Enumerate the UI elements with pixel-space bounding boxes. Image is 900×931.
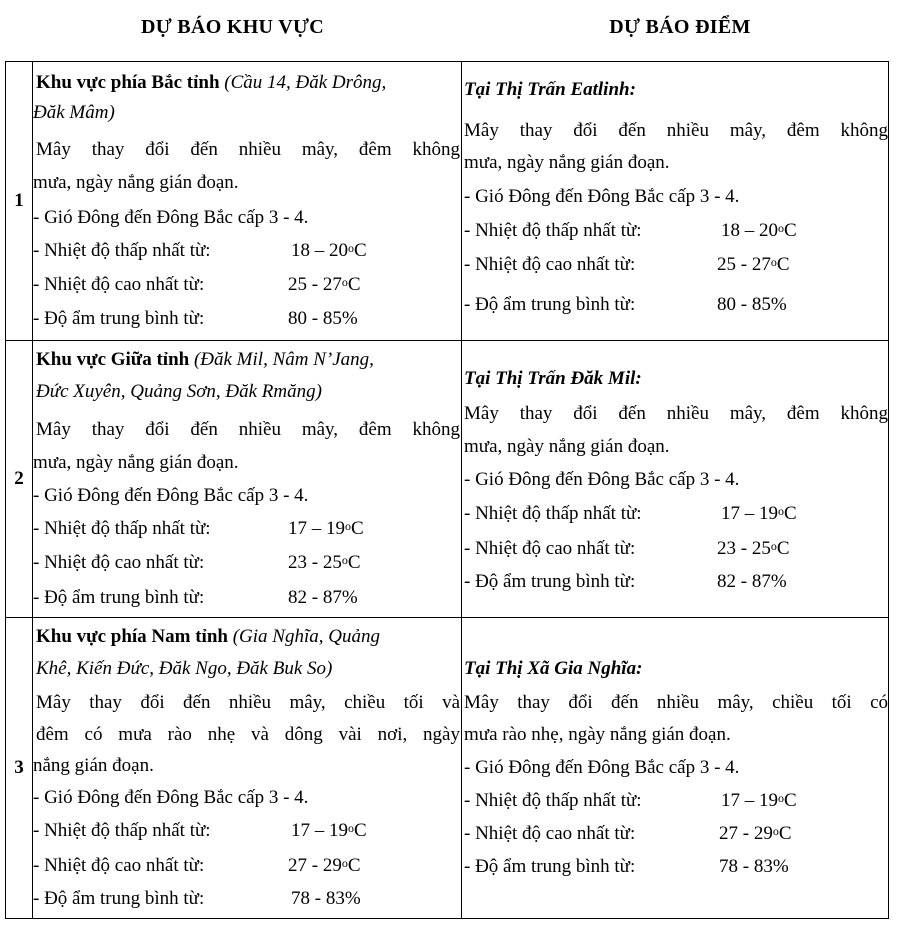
- point-wind: - Gió Đông đến Đông Bắc cấp 3 - 4.: [464, 757, 740, 778]
- region-tmin: - Nhiệt độ thấp nhất từ: 18 – 20$^o$C: [33, 240, 367, 261]
- point-tmin: - Nhiệt độ thấp nhất từ: 17 – 19$^o$C: [464, 790, 797, 811]
- point-desc-line2: mưa rào nhẹ, ngày nắng gián đoạn.: [464, 724, 731, 745]
- point-humidity: - Độ ẩm trung bình từ: 80 - 85%: [464, 294, 787, 315]
- point-title: Tại Thị Trấn Eatlinh:: [464, 79, 636, 100]
- region-humidity: - Độ ẩm trung bình từ: 80 - 85%: [33, 308, 358, 329]
- region-tmin: - Nhiệt độ thấp nhất từ: 17 – 19$^o$C: [33, 518, 364, 539]
- region-desc-line1: Mây thay đổi đến nhiều mây, chiều tối và: [36, 692, 460, 713]
- forecast-row-3: [5, 618, 889, 919]
- region-title: Khu vực Giữa tỉnh (Đăk Mil, Nâm N’Jang,: [36, 349, 374, 370]
- region-tmax: - Nhiệt độ cao nhất từ: 27 - 29$^o$C: [33, 855, 361, 876]
- region-wind: - Gió Đông đến Đông Bắc cấp 3 - 4.: [33, 485, 309, 506]
- point-desc-line2: mưa, ngày nắng gián đoạn.: [464, 152, 670, 173]
- region-forecast-cell: [33, 341, 462, 617]
- point-title: Tại Thị Xã Gia Nghĩa:: [464, 658, 643, 679]
- point-wind: - Gió Đông đến Đông Bắc cấp 3 - 4.: [464, 186, 740, 207]
- row-number: 3: [6, 618, 33, 918]
- region-desc-line2: mưa, ngày nắng gián đoạn.: [33, 452, 239, 473]
- row-number: 1: [6, 62, 33, 340]
- region-title-cont: Đức Xuyên, Quảng Sơn, Đăk Rmăng): [36, 381, 322, 402]
- header-region-forecast: DỰ BÁO KHU VỰC: [141, 16, 324, 38]
- region-desc-line2: mưa, ngày nắng gián đoạn.: [33, 172, 239, 193]
- region-humidity: - Độ ẩm trung bình từ: 78 - 83%: [33, 888, 361, 909]
- region-desc-line1: Mây thay đổi đến nhiều mây, đêm không: [36, 139, 460, 160]
- region-forecast-cell: [33, 62, 462, 340]
- point-tmax: - Nhiệt độ cao nhất từ: 27 - 29$^o$C: [464, 823, 792, 844]
- region-title: Khu vực phía Bắc tỉnh (Cầu 14, Đăk Drông,: [36, 72, 387, 93]
- region-desc-line3: nắng gián đoạn.: [33, 755, 154, 776]
- point-desc-line1: Mây thay đổi đến nhiều mây, đêm không: [464, 120, 888, 141]
- point-desc-line1: Mây thay đổi đến nhiều mây, đêm không: [464, 403, 888, 424]
- region-title-cont: Khê, Kiến Đức, Đăk Ngo, Đăk Buk So): [36, 658, 333, 679]
- region-desc-line1: Mây thay đổi đến nhiều mây, đêm không: [36, 419, 460, 440]
- point-desc-line1: Mây thay đổi đến nhiều mây, chiều tối có: [464, 692, 888, 713]
- point-tmin: - Nhiệt độ thấp nhất từ: 17 – 19$^o$C: [464, 503, 797, 524]
- point-tmax: - Nhiệt độ cao nhất từ: 23 - 25$^o$C: [464, 538, 790, 559]
- forecast-row-1: [5, 61, 889, 341]
- region-wind: - Gió Đông đến Đông Bắc cấp 3 - 4.: [33, 207, 309, 228]
- region-tmin: - Nhiệt độ thấp nhất từ: 17 – 19$^o$C: [33, 820, 367, 841]
- region-wind: - Gió Đông đến Đông Bắc cấp 3 - 4.: [33, 787, 309, 808]
- region-title: Khu vực phía Nam tỉnh (Gia Nghĩa, Quảng: [36, 626, 380, 647]
- point-tmin: - Nhiệt độ thấp nhất từ: 18 – 20$^o$C: [464, 220, 797, 241]
- point-title: Tại Thị Trấn Đăk Mil:: [464, 368, 642, 389]
- region-desc-line2: đêm có mưa rào nhẹ và dông vài nơi, ngày: [36, 724, 460, 745]
- region-title-cont: Đăk Mâm): [33, 102, 115, 123]
- point-forecast-cell: [462, 618, 888, 918]
- point-forecast-cell: [462, 341, 888, 617]
- point-desc-line2: mưa, ngày nắng gián đoạn.: [464, 436, 670, 457]
- row-number: 2: [6, 341, 33, 617]
- point-forecast-cell: [462, 62, 888, 340]
- point-humidity: - Độ ẩm trung bình từ: 78 - 83%: [464, 856, 789, 877]
- region-tmax: - Nhiệt độ cao nhất từ: 23 - 25$^o$C: [33, 552, 361, 573]
- region-forecast-cell: [33, 618, 462, 918]
- forecast-row-2: [5, 341, 889, 618]
- header-point-forecast: DỰ BÁO ĐIỂM: [609, 16, 751, 38]
- point-wind: - Gió Đông đến Đông Bắc cấp 3 - 4.: [464, 469, 740, 490]
- region-humidity: - Độ ẩm trung bình từ: 82 - 87%: [33, 587, 358, 608]
- point-tmax: - Nhiệt độ cao nhất từ: 25 - 27$^o$C: [464, 254, 790, 275]
- point-humidity: - Độ ẩm trung bình từ: 82 - 87%: [464, 571, 787, 592]
- region-tmax: - Nhiệt độ cao nhất từ: 25 - 27$^o$C: [33, 274, 361, 295]
